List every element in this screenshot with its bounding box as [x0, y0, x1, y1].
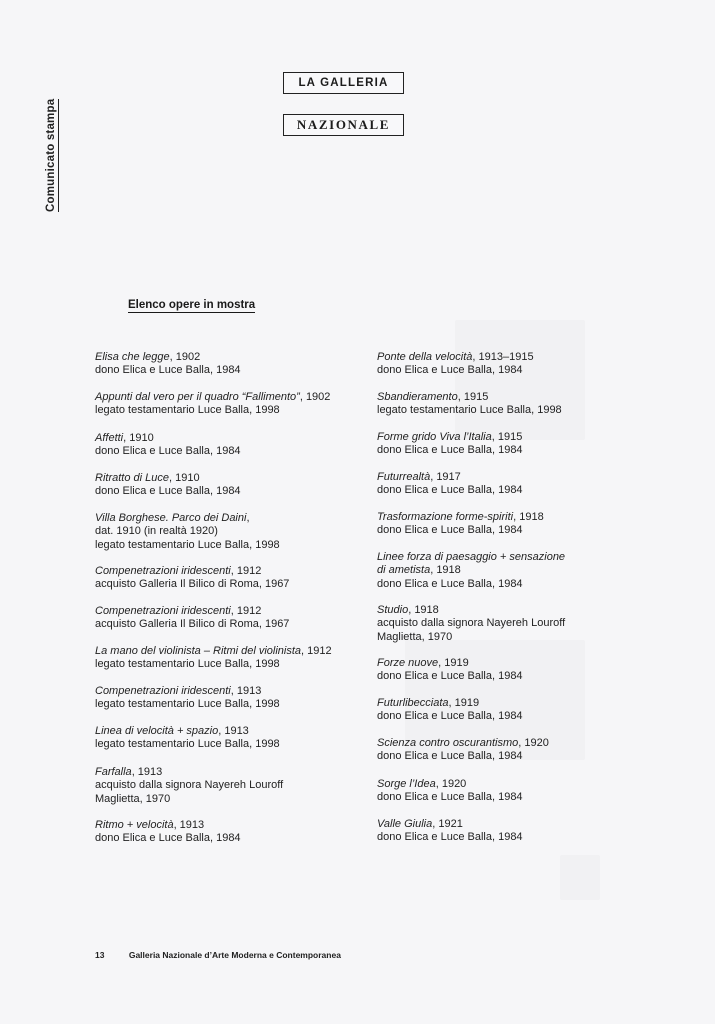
artwork-provenance: acquisto dalla signora Nayereh Louroff: [95, 779, 284, 792]
artwork-provenance: dono Elica e Luce Balla, 1984: [377, 484, 523, 497]
artwork-title-line: [377, 471, 523, 484]
artwork-date: , 1920: [518, 737, 549, 749]
show-through-area: [560, 855, 600, 900]
artwork-entry: [377, 778, 523, 805]
artwork-title: Valle Giulia: [377, 818, 433, 830]
artwork-title-line: [95, 351, 241, 364]
artwork-title: Affetti: [95, 432, 124, 444]
artwork-date: , 1912: [230, 605, 262, 617]
artwork-provenance: dono Elica e Luce Balla, 1984: [377, 791, 523, 804]
artwork-title-line: [95, 725, 280, 738]
artwork-entry: [377, 391, 562, 418]
artwork-date: , 1918: [513, 511, 544, 523]
artwork-provenance: dono Elica e Luce Balla, 1984: [95, 364, 241, 377]
artwork-title-line: [377, 604, 565, 617]
artwork-date: , 1913–1915: [472, 351, 534, 363]
artwork-provenance: dono Elica e Luce Balla, 1984: [377, 444, 523, 457]
artwork-title: Linea di velocità + spazio: [95, 725, 219, 737]
artwork-list-right: [377, 351, 607, 851]
artwork-title-line: [95, 432, 241, 445]
artwork-provenance: dono Elica e Luce Balla, 1984: [377, 364, 523, 377]
artwork-date: , 1917: [430, 471, 461, 483]
artwork-date: , 1902: [299, 391, 331, 403]
artwork-provenance: dono Elica e Luce Balla, 1984: [95, 485, 241, 498]
artwork-title: Studio: [377, 604, 409, 616]
artwork-title: Futurlibecciata: [377, 697, 449, 709]
artwork-title-line: [95, 472, 241, 485]
artwork-list-left: [95, 351, 370, 851]
artwork-title-line: [377, 818, 523, 831]
page-number: 13: [95, 950, 105, 960]
artwork-title: di ametista: [377, 564, 431, 577]
artwork-title: Compenetrazioni iridescenti: [95, 565, 231, 577]
artwork-title: Sorge l’Idea: [377, 778, 436, 790]
artwork-date: , 1918: [430, 564, 461, 577]
artwork-provenance: dat. 1910 (in realtà 1920): [95, 525, 218, 538]
artwork-provenance: dono Elica e Luce Balla, 1984: [95, 832, 241, 845]
artwork-title-line: [377, 351, 534, 364]
artwork-entry: [377, 471, 523, 498]
artwork-date: , 1902: [169, 351, 201, 363]
artwork-title-line: [377, 391, 562, 404]
artwork-date: , 1912: [301, 645, 332, 657]
artwork-title: Ritmo + velocità: [95, 819, 174, 831]
artwork-provenance: dono Elica e Luce Balla, 1984: [377, 710, 523, 723]
sidebar-label: [45, 99, 57, 212]
section-title: Elenco opere in mostra: [128, 299, 256, 311]
artwork-title: Forze nuove: [377, 657, 439, 669]
logo-line-2: [283, 114, 404, 136]
logo-line-1: [283, 72, 404, 94]
artwork-title-line: [377, 551, 565, 564]
artwork-title: Compenetrazioni iridescenti: [95, 605, 231, 617]
artwork-title-line: [95, 565, 289, 578]
artwork-date: , 1910: [123, 432, 154, 444]
artwork-entry: [95, 766, 283, 806]
artwork-provenance: legato testamentario Luce Balla, 1998: [95, 738, 280, 751]
artwork-entry: [95, 472, 241, 499]
artwork-date: , 1919: [448, 697, 480, 709]
artwork-provenance: dono Elica e Luce Balla, 1984: [95, 445, 241, 458]
logo-line-2-text: NAZIONALE: [296, 117, 391, 132]
artwork-entry: [377, 697, 523, 724]
artwork-entry: [95, 351, 241, 378]
artwork-title-line: [95, 685, 280, 698]
artwork-title: Futurrealtà: [377, 471, 431, 483]
artwork-provenance: acquisto dalla signora Nayereh Louroff: [377, 617, 566, 630]
artwork-title-line: [377, 511, 544, 524]
artwork-title: Scienza contro oscurantismo: [377, 737, 519, 749]
artwork-date: , 1915: [491, 431, 523, 443]
artwork-date: , 1913: [131, 766, 163, 778]
artwork-entry: [95, 685, 280, 712]
artwork-title-line: [95, 391, 330, 404]
artwork-title-line: [377, 778, 523, 791]
artwork-title: Sbandieramento: [377, 391, 458, 403]
artwork-date: , 1913: [173, 819, 205, 831]
artwork-provenance: dono Elica e Luce Balla, 1984: [377, 670, 523, 683]
artwork-provenance: legato testamentario Luce Balla, 1998: [95, 538, 280, 551]
artwork-title-line: [95, 766, 283, 779]
artwork-title: Compenetrazioni iridescenti: [95, 685, 231, 697]
artwork-provenance: legato testamentario Luce Balla, 1998: [95, 698, 280, 711]
artwork-date: , 1915: [457, 391, 489, 403]
artwork-date: , 1919: [438, 657, 469, 669]
artwork-provenance: legato testamentario Luce Balla, 1998: [95, 404, 280, 417]
artwork-entry: [377, 657, 523, 684]
artwork-entry: [377, 351, 534, 378]
artwork-title-line: [377, 737, 549, 750]
page-footer: [95, 950, 341, 960]
artwork-entry: [377, 511, 544, 538]
artwork-title-line: [377, 564, 565, 577]
logo-line-1-text: LA GALLERIA: [298, 77, 389, 89]
artwork-title: Appunti dal vero per il quadro “Fallimento”: [95, 391, 300, 403]
artwork-entry: [377, 737, 549, 764]
artwork-title-line: [95, 819, 241, 832]
artwork-provenance: dono Elica e Luce Balla, 1984: [377, 524, 523, 537]
artwork-provenance: legato testamentario Luce Balla, 1998: [95, 658, 280, 671]
artwork-title: Ponte della velocità: [377, 351, 473, 363]
artwork-entry: [377, 604, 565, 644]
artwork-entry: [377, 431, 523, 458]
artwork-provenance: Maglietta, 1970: [377, 630, 453, 643]
artwork-title-line: [95, 512, 280, 525]
footer-text: Galleria Nazionale d’Arte Moderna e Contemporanea: [128, 950, 341, 960]
artwork-title: Trasformazione forme-spiriti: [377, 511, 514, 523]
artwork-entry: [377, 818, 523, 845]
artwork-entry: [95, 605, 289, 632]
artwork-date: , 1918: [408, 604, 439, 616]
artwork-provenance: Maglietta, 1970: [95, 792, 171, 805]
artwork-entry: [95, 565, 289, 592]
artwork-date: , 1913: [218, 725, 249, 737]
sidebar-label-text: Comunicato stampa: [45, 98, 57, 212]
artwork-title: Linee forza di paesaggio + sensazione: [377, 551, 566, 563]
artwork-entry: [95, 819, 241, 846]
artwork-provenance: dono Elica e Luce Balla, 1984: [377, 831, 523, 844]
artwork-title-line: [377, 657, 523, 670]
artwork-date: ,: [246, 512, 250, 524]
artwork-date: , 1910: [168, 472, 200, 484]
artwork-provenance: acquisto Galleria Il Bilico di Roma, 1967: [95, 618, 290, 631]
artwork-entry: [377, 551, 565, 591]
artwork-entry: [95, 725, 280, 752]
artwork-date: , 1913: [230, 685, 262, 697]
artwork-date: , 1921: [432, 818, 463, 830]
artwork-entry: [95, 512, 280, 552]
artwork-title: La mano del violinista – Ritmi del violinista: [95, 645, 302, 657]
artwork-title-line: [377, 431, 523, 444]
artwork-provenance: dono Elica e Luce Balla, 1984: [377, 577, 523, 590]
artwork-title-line: [95, 645, 332, 658]
artwork-entry: [95, 432, 241, 459]
artwork-entry: [95, 645, 332, 672]
artwork-date: , 1920: [435, 778, 467, 790]
artwork-date: , 1912: [230, 565, 262, 577]
artwork-title-line: [95, 605, 289, 618]
artwork-title: Ritratto di Luce: [95, 472, 169, 484]
artwork-title: Farfalla: [95, 766, 132, 778]
artwork-title: Forme grido Viva l’Italia: [377, 431, 492, 443]
artwork-provenance: acquisto Galleria Il Bilico di Roma, 1967: [95, 578, 290, 591]
artwork-title: Villa Borghese. Parco dei Daini: [95, 512, 247, 524]
artwork-title: Elisa che legge: [95, 351, 170, 363]
artwork-title-line: [377, 697, 523, 710]
artwork-entry: [95, 391, 330, 418]
artwork-provenance: legato testamentario Luce Balla, 1998: [377, 404, 562, 417]
artwork-provenance: dono Elica e Luce Balla, 1984: [377, 750, 523, 763]
